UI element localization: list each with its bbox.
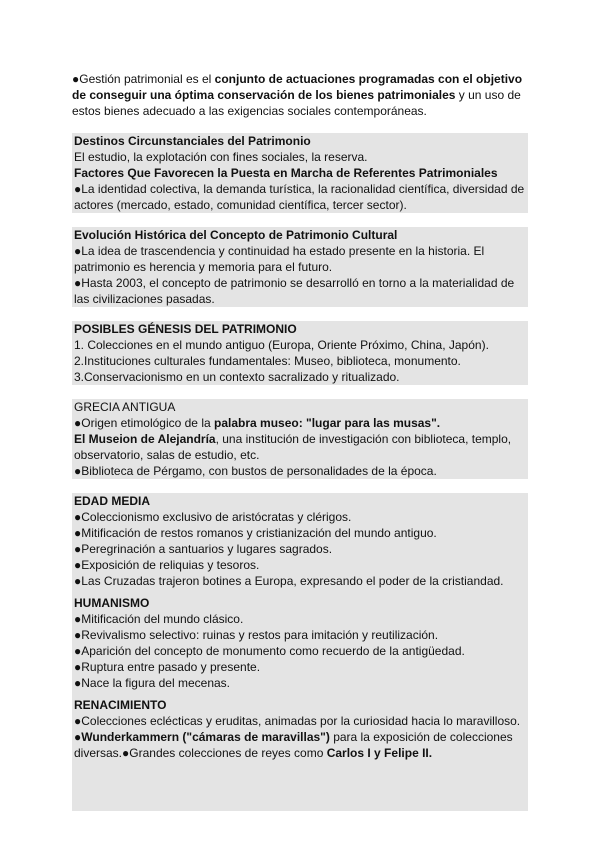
grecia-line-1-bold: palabra museo: "lugar para las musas". <box>214 416 441 430</box>
grecia-line-2 <box>74 431 526 463</box>
renacimiento-bold-2: Carlos I y Felipe II. <box>326 746 433 760</box>
section-historia <box>72 493 528 811</box>
list-item: ●Peregrinación a santuarios y lugares sagrados. <box>74 542 333 556</box>
list-item: ●Revivalismo selectivo: ruinas y restos para imitación y reutilización. <box>74 628 439 642</box>
renacimiento-line-1: ●Colecciones eclécticas y eruditas, animadas por la curiosidad hacia lo maravilloso. <box>74 714 521 728</box>
section-evolucion <box>72 227 528 307</box>
grecia-line-2-text: , una institución de investigación con biblioteca, templo, observatorio, salas de estudio, etc. <box>74 432 512 462</box>
list-item: ●Mitificación de restos romanos y cristianización del mundo antiguo. <box>74 526 437 540</box>
list-item: ●Coleccionismo exclusivo de aristócratas y clérigos. <box>74 510 352 524</box>
list-item: ●Nace la figura del mecenas. <box>74 676 230 690</box>
renacimiento-heading: RENACIMIENTO <box>74 698 167 712</box>
list-item: 2.Instituciones culturales fundamentales: Museo, biblioteca, monumento. <box>74 354 461 368</box>
list-item: ●Exposición de reliquias y tesoros. <box>74 558 260 572</box>
intro-text-2: y un uso de estos bienes adecuado a las exigencias sociales contemporáneas. <box>72 88 521 118</box>
factores-heading: Factores Que Favorecen la Puesta en Marcha de Referentes Patrimoniales <box>74 166 498 180</box>
document-body <box>72 71 528 811</box>
grecia-line-2-bold: El Museion de Alejandría <box>74 432 216 446</box>
humanismo-heading: HUMANISMO <box>74 596 150 610</box>
bullet: ● <box>72 72 80 86</box>
list-item: ●Mitificación del mundo clásico. <box>74 612 244 626</box>
intro-text-1: Gestión patrimonial es el <box>79 72 215 86</box>
list-item: ●Las Cruzadas trajeron botines a Europa, expresando el poder de la cristiandad. <box>74 574 504 588</box>
section-genesis <box>72 321 528 385</box>
list-item: 1. Colecciones en el mundo antiguo (Europa, Oriente Próximo, China, Japón). <box>74 338 489 352</box>
factores-text: ●La identidad colectiva, la demanda turística, la racionalidad científica, diversidad de actores (mercado, estado, comunidad científica, tercer sector). <box>74 182 525 212</box>
grecia-line-1-text: ●Origen etimológico de la <box>74 416 214 430</box>
renacimiento-text: para la exposición de colecciones diversas.●Grandes colecciones de reyes como <box>74 730 513 760</box>
edad-media-heading: EDAD MEDIA <box>74 494 151 508</box>
grecia-heading: GRECIA ANTIGUA <box>74 400 176 414</box>
destinos-text: El estudio, la explotación con fines sociales, la reserva. <box>74 150 368 164</box>
bullet: ● <box>74 730 82 744</box>
grecia-line-1 <box>74 415 526 431</box>
list-item: ●Aparición del concepto de monumento como recuerdo de la antigüedad. <box>74 644 465 658</box>
section-destinos <box>72 133 528 213</box>
grecia-line-3: ●Biblioteca de Pérgamo, con bustos de personalidades de la época. <box>74 464 437 478</box>
intro-paragraph <box>72 71 528 119</box>
renacimiento-bold-1: Wunderkammern ("cámaras de maravillas") <box>81 730 330 744</box>
destinos-heading: Destinos Circunstanciales del Patrimonio <box>74 134 311 148</box>
section-grecia <box>72 399 528 479</box>
evolucion-heading: Evolución Histórica del Concepto de Patrimonio Cultural <box>74 228 398 242</box>
list-item: 3.Conservacionismo en un contexto sacralizado y ritualizado. <box>74 370 400 384</box>
intro-bold: conjunto de actuaciones programadas con el objetivo de conseguir una óptima conservación de los bienes patrimoniales <box>72 72 523 102</box>
genesis-heading: POSIBLES GÉNESIS DEL PATRIMONIO <box>74 322 297 336</box>
renacimiento-line-2 <box>74 729 526 761</box>
list-item: ●Ruptura entre pasado y presente. <box>74 660 261 674</box>
list-item: ●Hasta 2003, el concepto de patrimonio se desarrolló en torno a la materialidad de las civilizaciones pasadas. <box>74 276 515 306</box>
list-item: ●La idea de trascendencia y continuidad ha estado presente en la historia. El patrimonio es herencia y memoria para el futuro. <box>74 244 485 274</box>
